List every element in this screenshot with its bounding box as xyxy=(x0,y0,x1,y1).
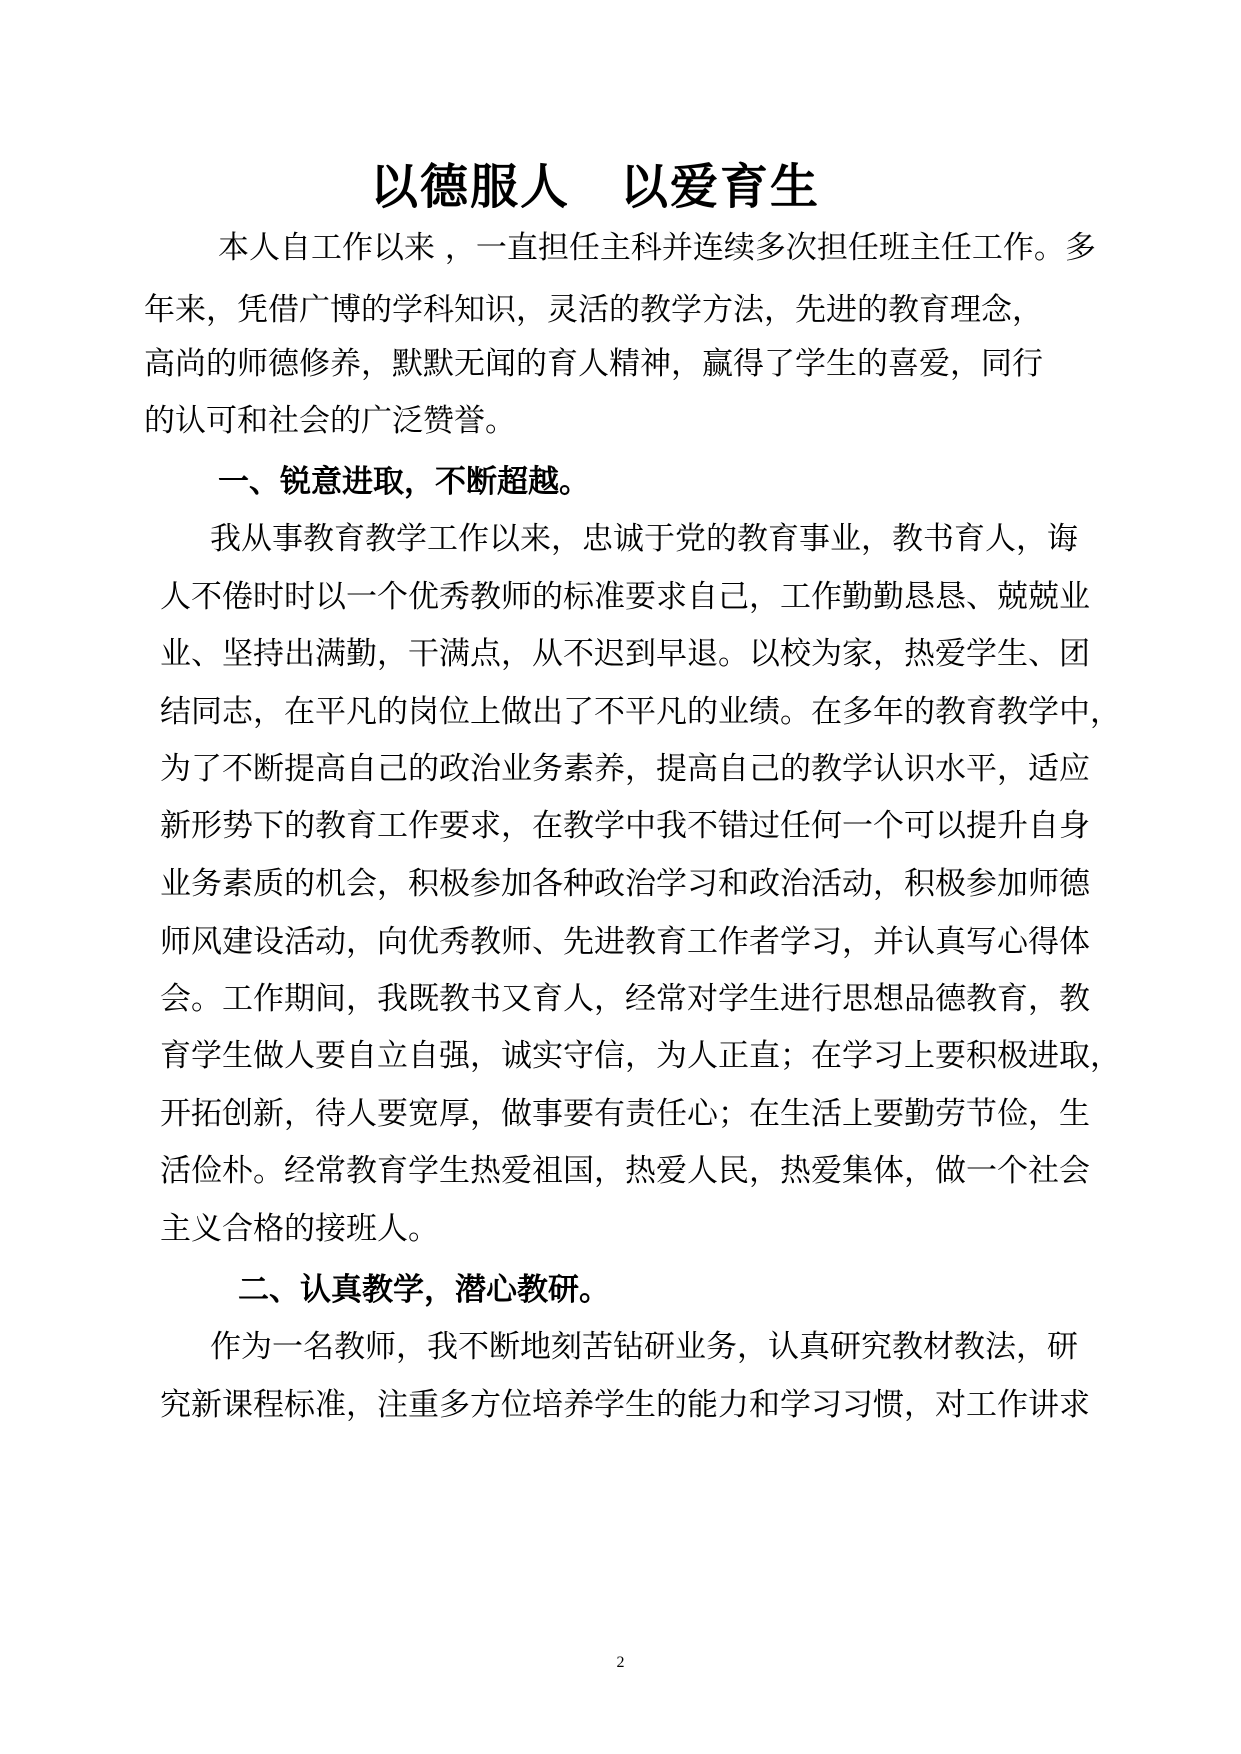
intro-line: 的认可和社会的广泛赞誉。 xyxy=(144,403,516,439)
body-line: 作为一名教师，我不断地刻苦钻研业务，认真研究教材教法，研 xyxy=(210,1329,1078,1365)
section-heading: 二、认真教学，潜心教研。 xyxy=(238,1272,610,1308)
body-line: 人不倦时时以一个优秀教师的标准要求自己，工作勤勤恳恳、兢兢业 xyxy=(160,579,1090,615)
body-line: 为了不断提高自己的政治业务素养，提高自己的教学认识水平，适应 xyxy=(160,751,1090,787)
document-title: 以德服人 以爱育生 xyxy=(369,159,820,215)
body-line: 业、坚持出满勤，干满点，从不迟到早退。以校为家，热爱学生、团 xyxy=(160,636,1090,672)
body-line: 师风建设活动，向优秀教师、先进教育工作者学习，并认真写心得体 xyxy=(160,924,1090,960)
body-line: 主义合格的接班人。 xyxy=(160,1211,439,1247)
intro-line: 本人自工作以来 ，一直担任主科并连续多次担任班主任工作。多 xyxy=(218,230,1096,266)
body-line: 育学生做人要自立自强，诚实守信，为人正直；在学习上要积极进取， xyxy=(160,1038,1121,1074)
body-line: 我从事教育教学工作以来，忠诚于党的教育事业，教书育人，诲 xyxy=(210,521,1078,557)
body-line: 会。工作期间，我既教书又育人，经常对学生进行思想品德教育，教 xyxy=(160,981,1090,1017)
body-line: 活俭朴。经常教育学生热爱祖国，热爱人民，热爱集体，做一个社会 xyxy=(160,1153,1090,1189)
body-line: 究新课程标准，注重多方位培养学生的能力和学习习惯，对工作讲求 xyxy=(160,1387,1090,1423)
intro-line: 年来，凭借广博的学科知识，灵活的教学方法，先进的教育理念， xyxy=(144,292,1043,328)
body-line: 结同志，在平凡的岗位上做出了不平凡的业绩。在多年的教育教学中， xyxy=(160,694,1121,730)
page-number: 2 xyxy=(616,1654,625,1671)
body-line: 业务素质的机会，积极参加各种政治学习和政治活动，积极参加师德 xyxy=(160,866,1090,902)
body-line: 新形势下的教育工作要求，在教学中我不错过任何一个可以提升自身 xyxy=(160,808,1090,844)
intro-line: 高尚的师德修养，默默无闻的育人精神，赢得了学生的喜爱，同行 xyxy=(144,346,1043,382)
body-line: 开拓创新，待人要宽厚，做事要有责任心；在生活上要勤劳节俭，生 xyxy=(160,1096,1090,1132)
section-heading: 一、锐意进取，不断超越。 xyxy=(218,464,590,500)
